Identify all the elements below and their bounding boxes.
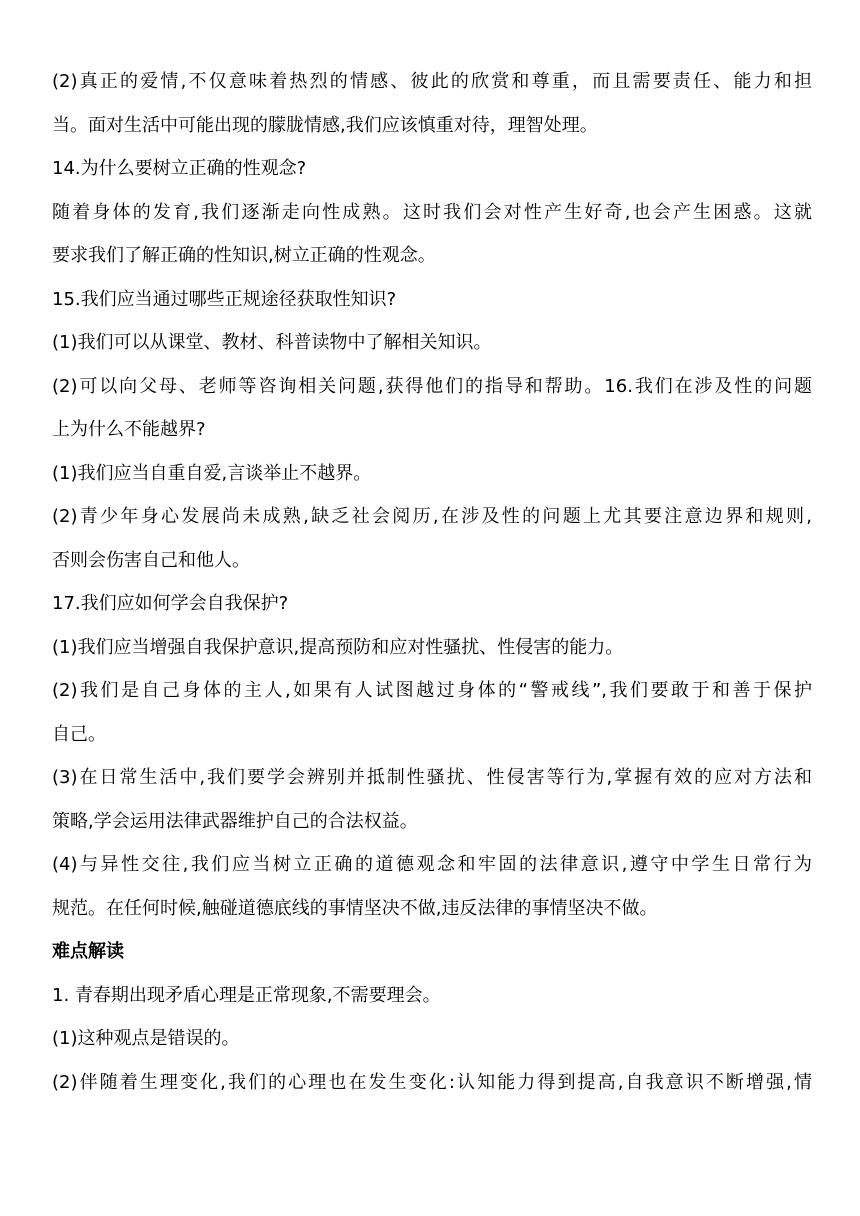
text-line: (3)在日常生活中,我们要学会辨别并抵制性骚扰、性侵害等行为,掌握有效的应对方法和 (52, 767, 812, 788)
text-line: 规范。在任何时候,触碰道德底线的事情坚决不做,违反法律的事情坚决不做。 (52, 897, 658, 919)
text-line: (1)我们应当自重自爱,言谈举止不越界。 (52, 462, 372, 484)
text-line: (2)我们是自己身体的主人,如果有人试图越过身体的“警戒线”,我们要敢于和善于保护 (52, 680, 812, 701)
text-line: 15.我们应当通过哪些正规途径获取性知识? (52, 288, 397, 310)
text-line: 上为什么不能越界? (52, 419, 206, 440)
text-line: (2)可以向父母、老师等咨询相关问题,获得他们的指导和帮助。16.我们在涉及性的问题 (52, 375, 812, 397)
text-line: 14.为什么要树立正确的性观念? (52, 158, 307, 179)
text-line: (1)我们可以从课堂、教材、科普读物中了解相关知识。 (52, 332, 492, 353)
text-line: 随着身体的发育,我们逐渐走向性成熟。这时我们会对性产生好奇,也会产生困惑。这就 (52, 201, 812, 223)
text-line: 否则会伤害自己和他人。 (52, 549, 250, 571)
text-line: 1. 青春期出现矛盾心理是正常现象,不需要理会。 (52, 984, 441, 1006)
text-line: (1)这种观点是错误的。 (52, 1028, 240, 1049)
text-line: (2)青少年身心发展尚未成熟,缺乏社会阅历,在涉及性的问题上尤其要注意边界和规则, (52, 506, 812, 527)
text-line: 17.我们应如何学会自我保护? (52, 593, 289, 614)
text-line: (2)真正的爱情,不仅意味着热烈的情感、彼此的欣赏和尊重，而且需要责任、能力和担 (52, 71, 812, 92)
text-line: 策略,学会运用法律武器维护自己的合法权益。 (52, 810, 418, 832)
document-page (52, 60, 812, 1104)
section-heading: 难点解读 (52, 941, 124, 962)
text-line: (4)与异性交往,我们应当树立正确的道德观念和牢固的法律意识,遵守中学生日常行为 (52, 854, 812, 875)
text-line: 当。面对生活中可能出现的朦胧情感,我们应该慎重对待，理智处理。 (52, 114, 598, 136)
text-line: 自己。 (52, 723, 106, 745)
text-line: (1)我们应当增强自我保护意识,提高预防和应对性骚扰、性侵害的能力。 (52, 636, 624, 658)
text-line: 要求我们了解正确的性知识,树立正确的性观念。 (52, 245, 436, 266)
text-line: (2)伴随着生理变化,我们的心理也在发生变化:认知能力得到提高,自我意识不断增强,情 (52, 1071, 812, 1093)
